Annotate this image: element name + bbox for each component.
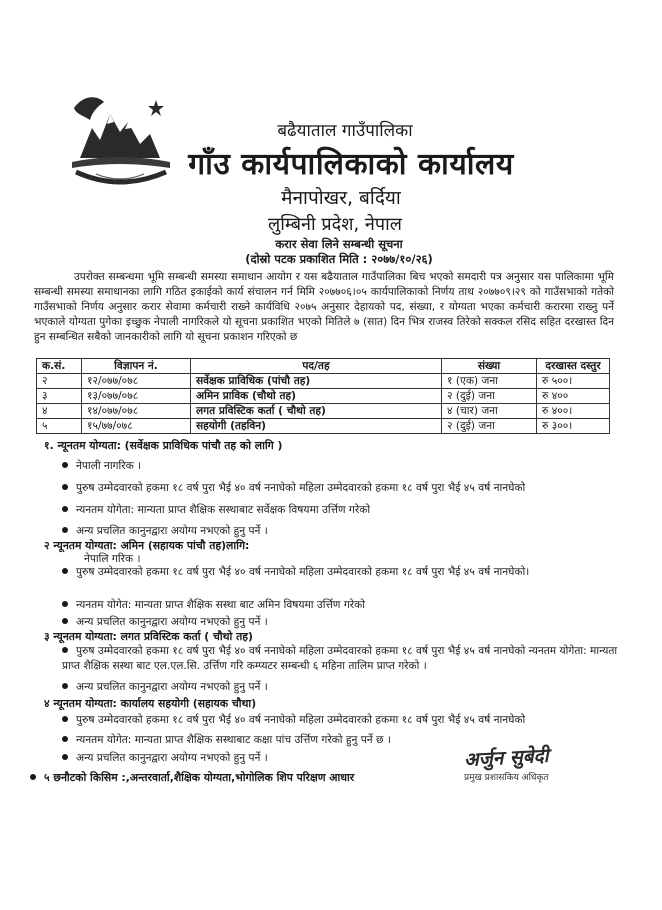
bullet-icon <box>62 647 68 653</box>
list-item <box>62 459 622 474</box>
cell-count: १ (एक) जना <box>442 374 537 389</box>
list-item <box>62 598 622 613</box>
section-heading-text: २ न्यूनतम योग्यता: अमिन (सहायक पांचौ तह)लागि: <box>44 539 250 552</box>
province-name: लुम्बिनी प्रदेश, नेपाल <box>268 214 402 235</box>
list-item-text: न्यनतम योगेत: मान्यता प्राप्त शैक्षिक सस्थाबाट कक्षा पांच उर्त्तिण गरेको हुनु पर्ने छ । <box>76 734 391 746</box>
vacancy-table <box>36 358 610 434</box>
cell-post: लगत प्रविस्टिक कर्ता ( चौथो तह) <box>191 404 442 419</box>
cell-ad-no: १३/०७७/०७८ <box>82 389 191 404</box>
section-heading-text: १. न्यूनतम योग्यता: (सर्वेक्षक प्राविधिक पांचौ तह को लागि ) <box>44 439 283 452</box>
list-item <box>62 565 622 580</box>
signatory-designation: प्रमुख प्रशासकिय अधिकृत <box>464 773 549 783</box>
col-header-ad-no: विज्ञापन नं. <box>82 359 191 374</box>
col-header-sn: क.सं. <box>37 359 82 374</box>
bullet-icon <box>62 716 68 722</box>
section-3-heading <box>44 629 634 644</box>
cell-fee: रु ४०० <box>537 389 610 404</box>
cell-ad-no: १५/७७/०७८ <box>82 419 191 434</box>
cell-post: अमिन प्राविक (चौथो तह) <box>191 389 442 404</box>
list-item <box>62 615 622 630</box>
table-row <box>37 374 610 389</box>
intro-paragraph: उपरोक्त सम्बन्धमा भूमि सम्बन्धी समस्या समाधान आयोग र यस बढैयाताल गाउँपालिका बिच भएको समदारी पत्र अनुसार यस पालिकामा भूमि सम्बन्धी समस्या समाधानका लागि गठित इकाईको कार्य संचालन गर्न मिमि २०७७०६।०५ कार्यपालिकाको निर्णय ताथ २०७७०९।२९ को गाउँसभाको गतेको गाउँसभाको निर्णय अनुसार करार सेवामा कर्मचारी राख्ने कार्यविधि २०७५ अनुसार देहायको पद, संख्या, र योग्यता भएका कर्मचारी करारमा राख्नु पर्ने भएकाले योग्यता पुगेका इच्छुक नेपाली नागरिकले यो सूचना प्रकाशित भएको मितिले ७ (सात) दिन भित्र राजस्व तिरेको सक्कल रसिद सहित दरखास्त दिन हुन सम्बन्धित सबैको जानकारीको लागि यो सूचना प्रकाशन गरिएको छ <box>34 271 614 343</box>
table-row <box>37 404 610 419</box>
list-item <box>62 503 622 518</box>
section-4-heading <box>44 696 634 711</box>
cell-fee: रु ५००। <box>537 374 610 389</box>
col-header-fee: दरखास्त दस्तुर <box>537 359 610 374</box>
list-item-text: अन्य प्रचलित कानुनद्वारा अयोग्य नभएको हुनु पर्ने । <box>76 525 268 537</box>
bullet-icon <box>62 618 68 624</box>
list-item-text: पुरुष उम्मेदवारको हकमा १८ वर्ष पुरा भैई ४० वर्ष ननाघेको महिला उम्मेदवारको हकमा १८ वर्ष पुरा भैई ४५ वर्ष नानघेको। <box>76 566 530 578</box>
table-header-row <box>37 359 610 374</box>
list-item-text: पुरुष उम्मेदवारको हकमा १८ वर्ष पुरा भैई ४० वर्ष ननाघेको महिला उम्मेदवारको हकमा १८ वर्ष पुरा भैई ४५ वर्ष नानघेको <box>76 482 526 494</box>
list-item <box>62 713 622 728</box>
selection-method-text: ५ छनौटको किसिम :,अन्तरवार्ता,शैक्षिक योग्यता,भोगोलिक शिप परिक्षण आधार <box>44 771 355 784</box>
cell-ad-no: १४/०७७/०७८ <box>82 404 191 419</box>
bullet-icon <box>62 683 68 689</box>
cell-sn: ५ <box>37 419 82 434</box>
bullet-icon <box>30 774 36 780</box>
list-item-text: अन्य प्रचलित कानुनद्वारा अयोग्य नभएको हुनु पर्ने । <box>76 616 268 628</box>
cell-sn: ४ <box>37 404 82 419</box>
col-header-count: संख्या <box>442 359 537 374</box>
office-location: मैनापोखर, बर्दिया <box>281 187 401 209</box>
bullet-icon <box>62 754 68 760</box>
bullet-icon <box>62 506 68 512</box>
cell-post: सहयोगी (तहविन) <box>191 419 442 434</box>
office-name: गाँउ कार्यपालिकाको कार्यालय <box>188 147 514 182</box>
list-item-text: न्यनतम योगेता: मान्यता प्राप्त शैक्षिक सस्थाबाट सर्वेक्षक विषयमा उर्त्तिण गरेको <box>76 504 371 516</box>
list-item-text: न्यनतम योगेत: मान्यता प्राप्त शैक्षिक सस्था बाट अमिन विषयमा उर्त्तिण गरेको <box>76 599 365 611</box>
section-2-lead: नेपालि गरिक । <box>84 553 141 565</box>
bullet-icon <box>62 484 68 490</box>
cell-sn: ३ <box>37 389 82 404</box>
col-header-post: पद/तह <box>191 359 442 374</box>
list-item-text: अन्य प्रचलित कानुनद्वारा अयोग्य नभएको हुनु पर्ने । <box>76 752 268 764</box>
municipality-name: बढैयाताल गाउँपालिका <box>277 121 413 141</box>
bullet-icon <box>62 568 68 574</box>
cell-post: सर्वेक्षक प्राविधिक (पांचौ तह) <box>191 374 442 389</box>
list-item-text: पुरुष उम्मेदवारको हकमा १८ वर्ष पुरा भैई ४० वर्ष ननाघेको महिला उम्मेदवारको हकमा १८ वर्ष पुरा भैई ४५ वर्ष नानघेको <box>76 714 526 726</box>
cell-ad-no: १२/०७७/०७८ <box>82 374 191 389</box>
bullet-icon <box>62 527 68 533</box>
bullet-icon <box>62 462 68 468</box>
bullet-icon <box>62 601 68 607</box>
cell-fee: रु ४००। <box>537 404 610 419</box>
list-item-text: अन्य प्रचलित कानुनद्वारा अयोग्य नभएको हुनु पर्ने । <box>76 681 268 693</box>
notice-title: करार सेवा लिने सम्बन्धी सूचना <box>275 237 403 251</box>
notice-subtitle: (दोस्रो पटक प्रकाशित मिति : २०७७/१०/२६) <box>245 252 433 266</box>
cell-fee: रु ३००। <box>537 419 610 434</box>
list-item <box>62 524 622 539</box>
table-row <box>37 419 610 434</box>
list-item <box>62 680 622 695</box>
bullet-icon <box>62 736 68 742</box>
list-item-text: पुरुष उम्मेदवारको हकमा १८ वर्ष पुरा भैई ४० वर्ष ननाघेको महिला उम्मेदवारको हकमा १८ वर्ष पुरा भैई ४५ वर्ष नानघेको न्यनतम योगेता: मान्यता प्राप्त शैक्षिक सस्था बाट एल.एल.सि. उर्त्तिण गरि कम्प्यटर सम्बन्धी ६ महिना तालिम प्राप्त गरेको । <box>62 645 618 672</box>
cell-count: २ (दुई) जना <box>442 419 537 434</box>
section-2-heading <box>44 538 634 553</box>
cell-count: २ (दुई) जना <box>442 389 537 404</box>
section-heading-text: ३ न्यूनतम योग्यता: लगत प्रविस्टिक कर्ता ( चौथो तह) <box>44 630 253 643</box>
section-heading-text: ४ न्यूनतम योग्यता: कार्यालय सहयोगी (सहायक चौथा) <box>44 697 257 710</box>
cell-sn: २ <box>37 374 82 389</box>
section-1-heading <box>44 438 634 453</box>
list-item-text: नेपाली नागरिक । <box>76 460 142 472</box>
cell-count: ४ (चार) जना <box>442 404 537 419</box>
list-item <box>62 644 622 674</box>
list-item <box>62 481 622 496</box>
signature: अर्जुन सुबेदी <box>463 744 550 772</box>
table-row <box>37 389 610 404</box>
